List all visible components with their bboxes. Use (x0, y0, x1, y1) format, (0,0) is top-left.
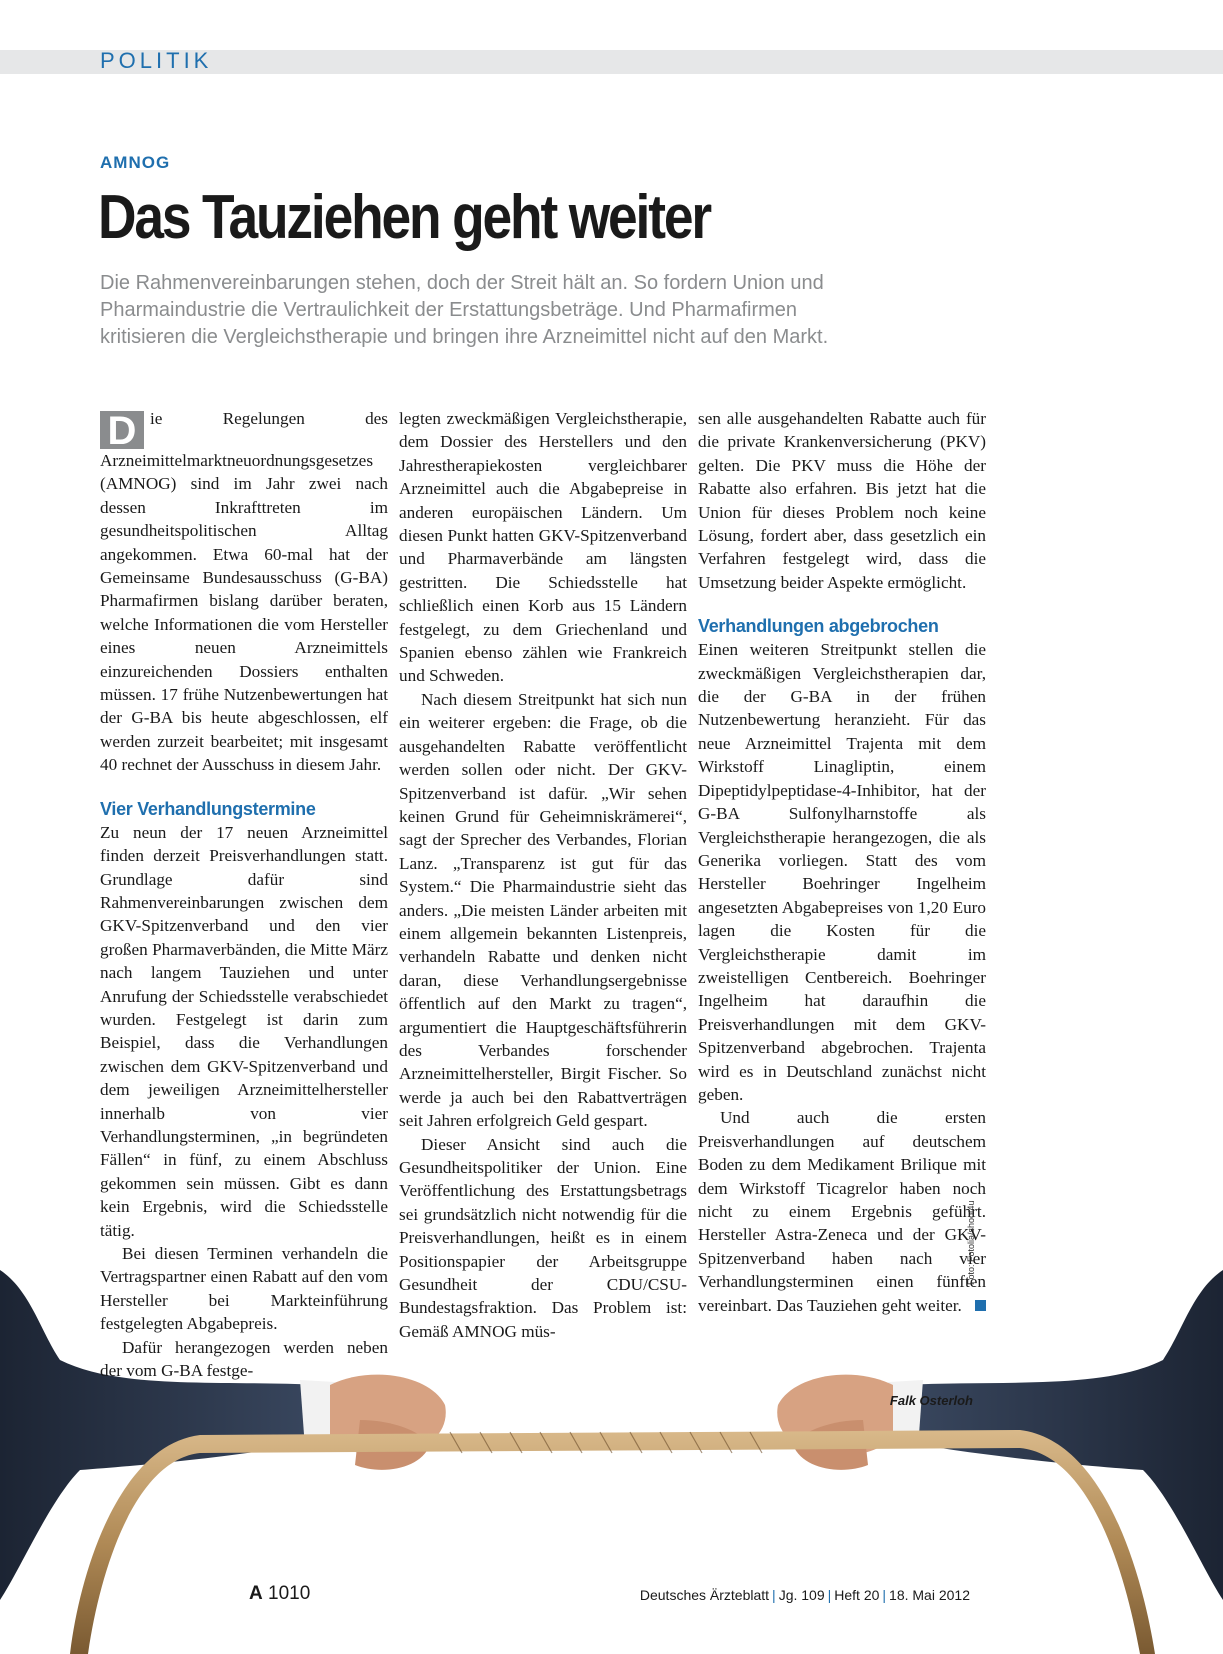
journal-issue: Heft 20 (834, 1587, 880, 1603)
paragraph: legten zweckmäßigen Vergleichstherapie, dem Dossier des Herstellers und den Jahrestherapiekosten vergleichbarer Arzneimittel auch die Abgabepreise in anderen europäischen Ländern. Um diesen Punkt hatten GKV-Spitzenverband und Pharmaverbände am längsten gestritten. Die Schiedsstelle hat schließlich einen Korb aus 15 Ländern festgelegt, zu dem Griechenland und Spanien ebenso zählen wie Frankreich und Schweden. (399, 409, 687, 686)
journal-name: Deutsches Ärzteblatt (639, 1587, 770, 1603)
photo-credit: Foto: Fotolia/shoot4u (966, 1200, 976, 1285)
paragraph: Dafür herangezogen werden neben der vom G-BA festge- (100, 1337, 388, 1381)
paragraph: sen alle ausgehandelten Rabatte auch für die private Krankenversicherung (PKV) gelten. Die PKV muss die Höhe der Rabatte also erfahren. Bis jetzt hat die Union für dieses Problem noch keine Lösung, fordert aber, dass gesetzlich ein Verfahren festgelegt wird, dass die Umsetzung beider Aspekte ermöglicht. (698, 409, 986, 592)
end-mark-icon (975, 1300, 986, 1311)
paragraph: Nach diesem Streitpunkt hat sich nun ein weiterer ergeben: die Frage, ob die ausgehandelten Rabatte veröffentlicht werden sollen oder nicht. Der GKV-Spitzenverband ist dafür. „Wir sehen keinen Grund für Geheimniskrämerei“, sagt der Sprecher des Verbandes, Florian Lanz. „Transparenz ist gut für das System.“ Die Pharmaindustrie sieht das anders. „Die meisten Länder arbeiten mit einem allgemein bekannten Listenpreis, verhandeln Rabatte und denken nicht daran, diese Verhandlungsergebnisse öffentlich auf den Markt zu tragen“, argumentiert die Hauptgeschäftsführerin des Verbandes forschender Arzneimittelhersteller, Birgit Fischer. So werde ja auch bei den Rabattverträgen seit Jahren erfolgreich Geld gespart. (399, 689, 687, 1131)
journal-volume: Jg. 109 (778, 1587, 825, 1603)
rope-shape (70, 1430, 1155, 1654)
paragraph-intro: ie Regelungen des Arzneimittelmarktneuordnungsgesetzes (AMNOG) sind im Jahr zwei nach dessen Inkrafttreten im gesundheitspolitischen Alltag angekommen. Etwa 60-mal hat der Gemeinsame Bundesausschuss (G-BA) Pharmafirmen bislang darüber beraten, welche Informationen die vom Hersteller eines neuen Arzneimittels einzureichenden Dossiers enthalten müssen. 17 frühe Nutzenbewertungen hat der G-BA bis heute abgeschlossen, elf werden zurzeit bearbeitet; mit insgesamt 40 rechnet der Ausschuss in diesem Jahr. (100, 409, 388, 775)
subheading-verhandlungen-abgebrochen: Verhandlungen abgebrochen (698, 616, 939, 637)
lead-line: Die Rahmenvereinbarungen stehen, doch der Streit hält an. So fordern Union und (100, 272, 824, 294)
journal-info: Deutsches Ärzteblatt | Jg. 109 | Heft 20 | 18. Mai 2012 (639, 1587, 970, 1603)
article-column-3 (698, 407, 986, 1317)
headline: Das Tauziehen geht weiter (98, 183, 710, 252)
paragraph: Zu neun der 17 neuen Arzneimittel finden derzeit Preisverhandlungen statt. Grundlage dafür sind Rahmenvereinbarungen zwischen dem GKV-Spitzenverband und den vier großen Pharmaverbänden, die Mitte März nach langem Tauziehen und unter Anrufung der Schiedsstelle verabschiedet wurden. Festgelegt ist darin zum Beispiel, dass die Verhandlungen zwischen dem GKV-Spitzenverband und dem jeweiligen Arzneimittelhersteller innerhalb von vier Verhandlungsterminen, „in begründeten Fällen“ in fünf, zu einem Abschluss gekommen sein müssen. Gibt es dann kein Ergebnis, wird die Schiedsstelle tätig. (100, 822, 388, 1240)
paragraph: Einen weiteren Streitpunkt stellen die zweckmäßigen Vergleichstherapien dar, die der G-BA in der frühen Nutzenbewertung heranzieht. Für das neue Arzneimittel Trajenta mit dem Wirkstoff Linagliptin, einem Dipeptidylpeptidase-4-Inhibitor, hat der G-BA Sulfonylharnstoffe als Vergleichstherapie herangezogen, die als Generika vorliegen. Statt des vom Hersteller Boehringer Ingelheim angesetzten Abgabepreises von 1,20 Euro lagen die Kosten für die Vergleichstherapie damit im zweistelligen Centbereich. Boehringer Ingelheim hat daraufhin die Preisverhandlungen mit dem GKV-Spitzenverband abgebrochen. Trajenta wird es in Deutschland zunächst nicht geben. (698, 640, 986, 1104)
article-column-1 (100, 407, 388, 1382)
lead-paragraph (100, 270, 980, 351)
lead-line: kritisieren die Vergleichstherapie und bringen ihre Arzneimittel nicht auf den Markt. (100, 326, 829, 348)
paragraph: Bei diesen Terminen verhandeln die Vertragspartner einen Rabatt auf den vom Hersteller bei Markteinführung festgelegten Abgabepreis. (100, 1244, 388, 1334)
section-label: POLITIK (100, 48, 213, 73)
subheading-vier-verhandlungstermine: Vier Verhandlungstermine (100, 798, 316, 819)
paragraph: Dieser Ansicht sind auch die Gesundheitspolitiker der Union. Eine Veröffentlichung des Erstattungsbetrags sei grundsätzlich nicht notwendig für die Preisverhandlungen, heißt es in einem Positionspapier der Arbeitsgruppe Gesundheit der CDU/CSU-Bundestagsfraktion. Das Problem ist: Gemäß AMNOG müs- (399, 1134, 687, 1341)
page-number: A 1010 (249, 1583, 311, 1604)
drop-cap: D (100, 411, 144, 449)
paragraph-final: Und auch die ersten Preisverhandlungen auf deutschem Boden zu dem Medikament Brilique mit dem Wirkstoff Ticagrelor haben noch nicht zu einem Ergebnis geführt. Hersteller Astra-Zeneca und der GKV-Spitzenverband haben nach vier Verhandlungsterminen einen fünften vereinbart. Das Tauziehen geht weiter. (698, 1108, 986, 1315)
author: Falk Osterloh (889, 1393, 973, 1408)
kicker: AMNOG (100, 153, 171, 172)
article-column-2 (399, 407, 687, 1343)
lead-line: Pharmaindustrie die Vertraulichkeit der Erstattungsbeträge. Und Pharmafirmen (100, 299, 798, 321)
journal-date: 18. Mai 2012 (889, 1587, 970, 1603)
